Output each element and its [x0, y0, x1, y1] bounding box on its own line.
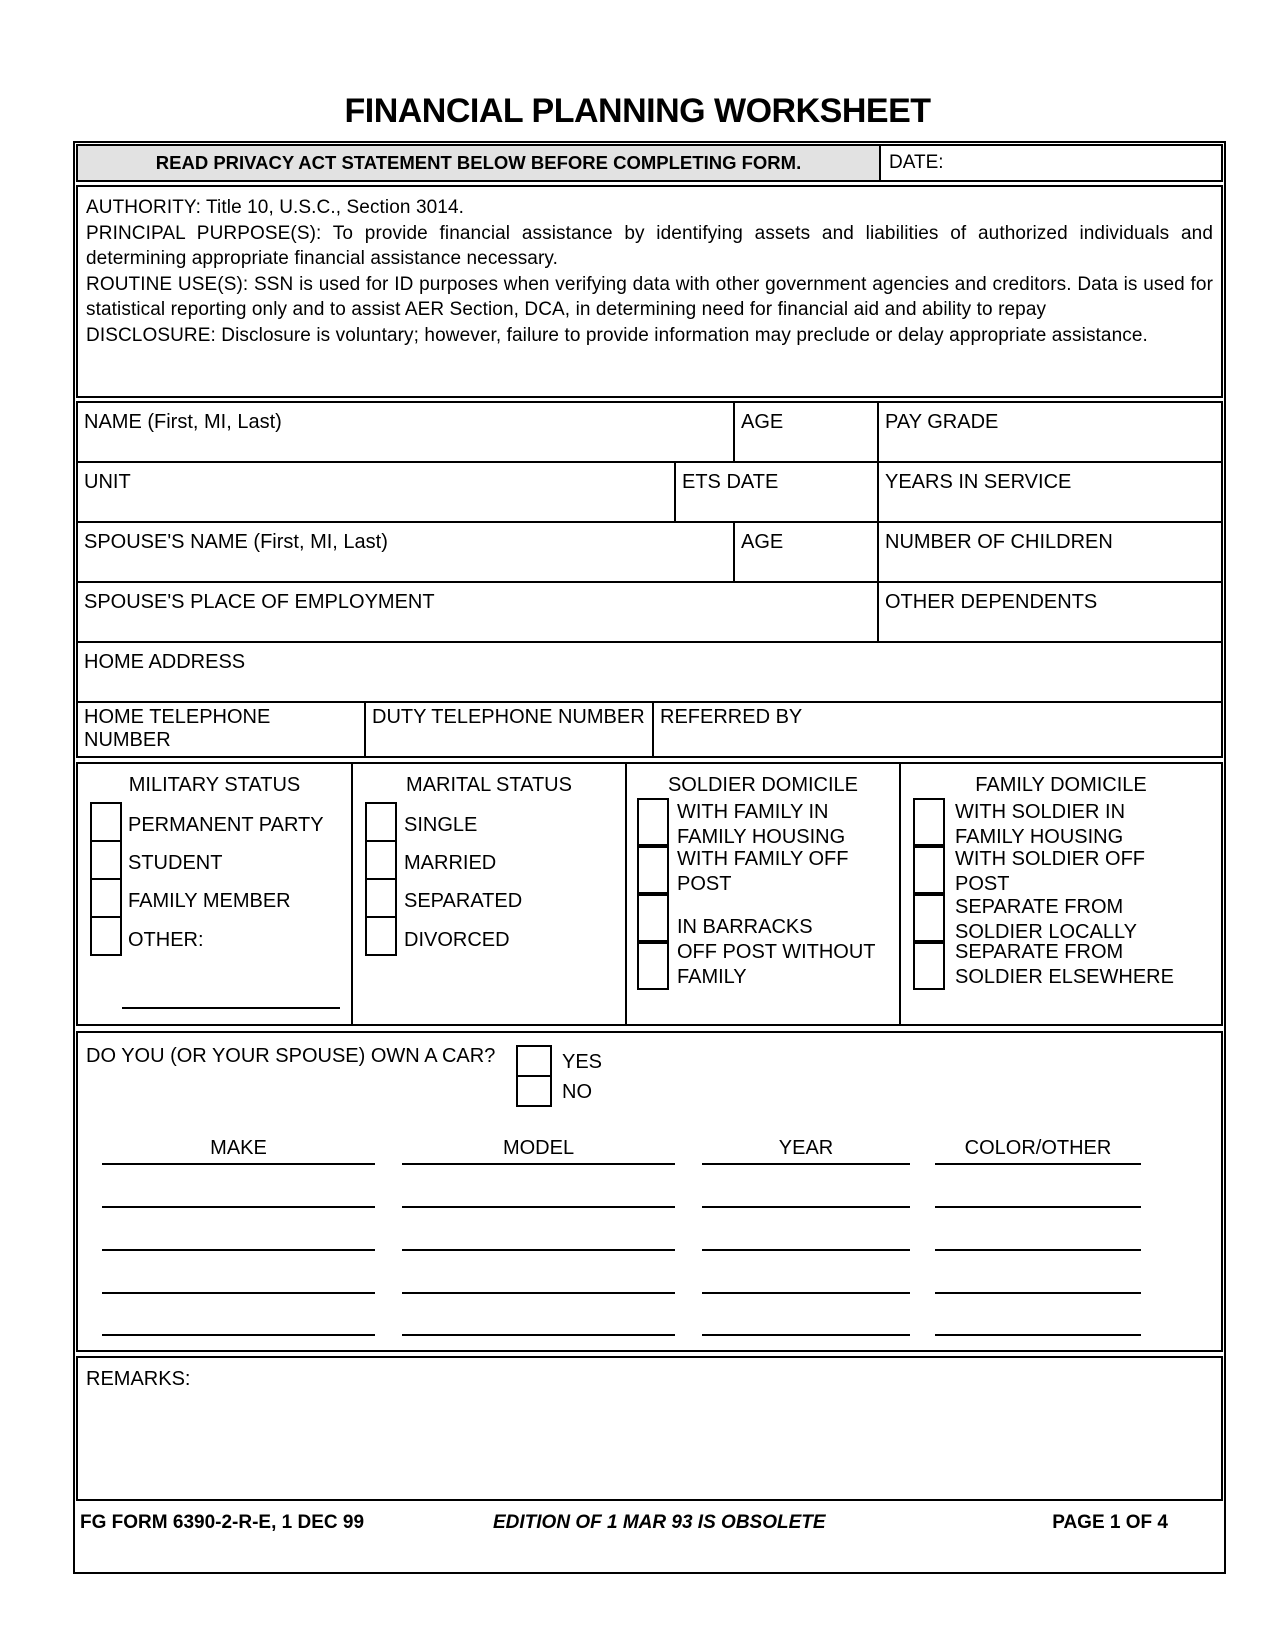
remarks-label: REMARKS: [86, 1368, 191, 1390]
option-student: STUDENT [128, 852, 223, 874]
home-phone-field[interactable]: HOME TELEPHONE NUMBER [78, 703, 366, 756]
checkbox-family-with-soldier-housing[interactable] [913, 798, 945, 846]
option-car-no: NO [562, 1081, 592, 1103]
checkbox-student[interactable] [90, 840, 122, 880]
other-dependents-field[interactable]: OTHER DEPENDENTS [885, 591, 1098, 613]
option-soldier-off-post-without-family: OFF POST WITHOUT FAMILY [677, 941, 876, 988]
checkbox-single[interactable] [365, 802, 397, 842]
spouse-employment-field[interactable]: SPOUSE'S PLACE OF EMPLOYMENT [78, 583, 879, 641]
checkbox-family-separate-locally[interactable] [913, 894, 945, 942]
option-family-separate-elsewhere: SEPARATE FROM SOLDIER ELSEWHERE [955, 941, 1174, 988]
form-title: FINANCIAL PLANNING WORKSHEET [344, 92, 931, 130]
car-line[interactable] [402, 1334, 675, 1336]
checkbox-separated[interactable] [365, 878, 397, 918]
option-permanent-party: PERMANENT PARTY [128, 814, 324, 836]
family-domicile-title: FAMILY DOMICILE [975, 774, 1147, 796]
row-spouse [78, 523, 1221, 583]
car-line[interactable] [935, 1206, 1141, 1208]
authority-text: AUTHORITY: Title 10, U.S.C., Section 3014. [86, 197, 465, 218]
checkbox-permanent-party[interactable] [90, 802, 122, 842]
car-col-model: MODEL [502, 1137, 575, 1159]
row-unit [78, 463, 1221, 523]
car-line[interactable] [402, 1163, 675, 1165]
row-phones [78, 703, 1221, 756]
checkbox-other[interactable] [90, 916, 122, 956]
car-line[interactable] [402, 1206, 675, 1208]
date-field[interactable]: DATE: [889, 152, 944, 173]
spouse-age-field[interactable]: AGE [735, 523, 879, 581]
option-family-with-soldier-housing: WITH SOLDIER IN FAMILY HOUSING [955, 801, 1126, 848]
years-in-service-field[interactable]: YEARS IN SERVICE [885, 471, 1072, 493]
checkbox-soldier-with-family-off-post[interactable] [637, 846, 669, 894]
marital-status-title: MARITAL STATUS [406, 774, 572, 796]
option-divorced: DIVORCED [404, 929, 510, 951]
marital-status-group [353, 764, 627, 1024]
car-line[interactable] [402, 1249, 675, 1251]
spouse-name-field[interactable]: SPOUSE'S NAME (First, MI, Last) [78, 523, 735, 581]
car-line[interactable] [935, 1163, 1141, 1165]
row-address [78, 643, 1221, 703]
car-line[interactable] [102, 1334, 375, 1336]
soldier-domicile-group [627, 764, 901, 1024]
checkbox-soldier-off-post-without-family[interactable] [637, 942, 669, 990]
duty-phone-field[interactable]: DUTY TELEPHONE NUMBER [366, 703, 654, 756]
military-status-group [78, 764, 353, 1024]
personal-info-grid [76, 401, 1223, 758]
ets-date-field[interactable]: ETS DATE [676, 463, 879, 521]
soldier-domicile-title: SOLDIER DOMICILE [667, 774, 859, 796]
option-car-yes: YES [562, 1051, 603, 1073]
name-field[interactable]: NAME (First, MI, Last) [78, 403, 735, 461]
page-number: PAGE 1 OF 4 [1052, 1512, 1168, 1533]
disclosure-text: DISCLOSURE: Disclosure is voluntary; however, failure to provide information may preclude or delay appropriate assistance. [86, 324, 1148, 346]
principal-purpose-text: PRINCIPAL PURPOSE(S): To provide financial assistance by identifying assets and liabilities of authorized individuals and determining appropriate financial assistance necessary. [86, 222, 1213, 269]
option-family-separate-locally: SEPARATE FROM SOLDIER LOCALLY [955, 896, 1137, 943]
routine-use-text: ROUTINE USE(S): SSN is used for ID purposes when verifying data with other government agencies and creditors. Data is used for statistical reporting only and to assist AER Section, DCA, in determining need for financial aid and ability to repay [86, 273, 1213, 320]
car-line[interactable] [702, 1249, 910, 1251]
family-domicile-group [901, 764, 1221, 1024]
military-status-title: MILITARY STATUS [128, 774, 301, 796]
option-soldier-with-family-housing: WITH FAMILY IN FAMILY HOUSING [677, 801, 846, 848]
car-line[interactable] [102, 1206, 375, 1208]
privacy-act-statement [76, 185, 1223, 398]
home-address-field[interactable]: HOME ADDRESS [84, 651, 246, 673]
checkbox-family-member[interactable] [90, 878, 122, 918]
unit-field[interactable]: UNIT [78, 463, 676, 521]
car-line[interactable] [935, 1292, 1141, 1294]
option-married: MARRIED [404, 852, 497, 874]
car-col-make: MAKE [210, 1137, 267, 1159]
option-other: OTHER: [128, 929, 204, 951]
car-line[interactable] [702, 1334, 910, 1336]
car-section [76, 1031, 1223, 1352]
option-soldier-in-barracks: IN BARRACKS [677, 916, 813, 938]
number-of-children-field[interactable]: NUMBER OF CHILDREN [885, 531, 1113, 553]
car-line[interactable] [702, 1206, 910, 1208]
privacy-notice: READ PRIVACY ACT STATEMENT BELOW BEFORE COMPLETING FORM. [78, 146, 881, 180]
car-line[interactable] [102, 1249, 375, 1251]
car-col-year: YEAR [778, 1137, 834, 1159]
checkbox-car-no[interactable] [516, 1075, 552, 1107]
edition-note: EDITION OF 1 MAR 93 IS OBSOLETE [493, 1512, 826, 1533]
car-line[interactable] [402, 1292, 675, 1294]
age-field[interactable]: AGE [735, 403, 879, 461]
row-employment [78, 583, 1221, 643]
car-line[interactable] [935, 1249, 1141, 1251]
option-family-member: FAMILY MEMBER [128, 890, 291, 912]
checkbox-family-with-soldier-off-post[interactable] [913, 846, 945, 894]
status-section [76, 762, 1223, 1026]
option-separated: SEPARATED [404, 890, 523, 912]
checkbox-family-separate-elsewhere[interactable] [913, 942, 945, 990]
pay-grade-field[interactable]: PAY GRADE [885, 411, 999, 433]
car-line[interactable] [102, 1163, 375, 1165]
car-line[interactable] [702, 1292, 910, 1294]
notice-row [76, 144, 1223, 182]
checkbox-soldier-in-barracks[interactable] [637, 894, 669, 942]
checkbox-married[interactable] [365, 840, 397, 880]
option-family-with-soldier-off-post: WITH SOLDIER OFF POST [955, 848, 1145, 895]
car-question: DO YOU (OR YOUR SPOUSE) OWN A CAR? [86, 1045, 496, 1067]
checkbox-divorced[interactable] [365, 916, 397, 956]
car-col-color: COLOR/OTHER [964, 1137, 1112, 1159]
car-line[interactable] [702, 1163, 910, 1165]
row-name [78, 403, 1221, 463]
option-soldier-with-family-off-post: WITH FAMILY OFF POST [677, 848, 849, 895]
form-id: FG FORM 6390-2-R-E, 1 DEC 99 [80, 1512, 365, 1533]
checkbox-car-yes[interactable] [516, 1045, 552, 1077]
other-specify-line[interactable] [122, 1007, 340, 1009]
remarks-field[interactable] [76, 1356, 1223, 1501]
checkbox-soldier-with-family-housing[interactable] [637, 798, 669, 846]
car-line[interactable] [102, 1292, 375, 1294]
option-single: SINGLE [404, 814, 478, 836]
car-line[interactable] [935, 1334, 1141, 1336]
referred-by-field[interactable]: REFERRED BY [660, 706, 803, 728]
